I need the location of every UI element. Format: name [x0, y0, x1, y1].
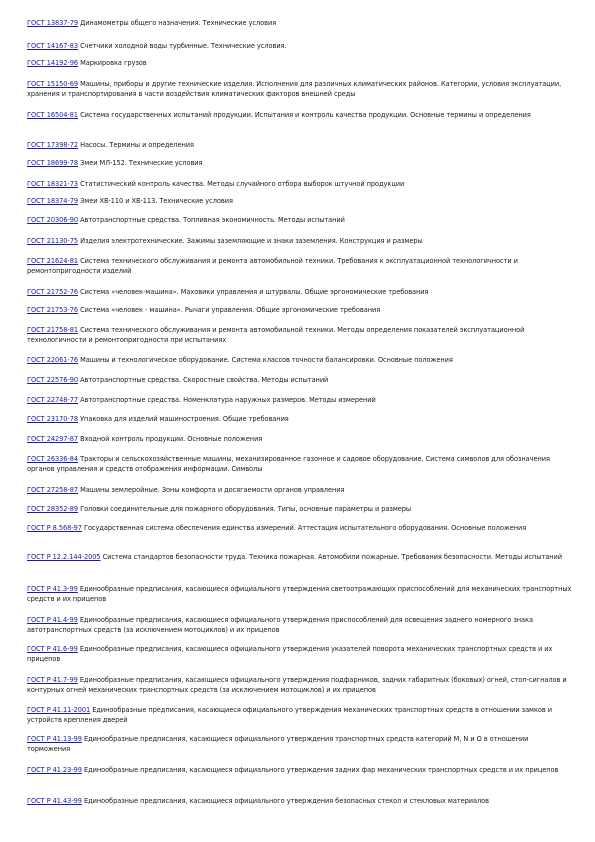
standard-link[interactable]: ГОСТ 27258-87: [27, 486, 79, 494]
standard-title: Машины землеройные. Зоны комфорта и досягаемости органов управления: [80, 486, 345, 494]
list-item: [27, 179, 572, 189]
list-item: [27, 705, 572, 725]
standard-link[interactable]: ГОСТ Р 41.4-99: [27, 616, 78, 624]
list-item: [27, 215, 572, 225]
list-item: [27, 454, 572, 474]
list-item: [27, 41, 572, 51]
standard-title: Змеи МЛ-152. Технические условия: [80, 159, 203, 167]
standard-link[interactable]: ГОСТ Р 41.11-2001: [27, 706, 91, 714]
standard-link[interactable]: ГОСТ Р 12.2.144-2005: [27, 553, 101, 561]
standard-title: Система государственных испытаний продукции. Испытания и контроль качества продукции. Основные термины и определения: [80, 111, 531, 119]
list-item: [27, 523, 572, 533]
standard-link[interactable]: ГОСТ Р 41.13-99: [27, 735, 82, 743]
standard-title: Входной контроль продукции. Основные положения: [80, 435, 263, 443]
list-item: [27, 644, 572, 664]
standard-title: Автотранспортные средства. Номенклатура наружных размеров. Методы измерений: [80, 396, 376, 404]
standard-title: Змеи ХВ-110 и ХВ-113. Технические условия: [80, 197, 233, 205]
standard-title: Система «человек-машина». Маховики управления и штурвалы. Общие эргономические требования: [80, 288, 429, 296]
standard-link[interactable]: ГОСТ 18699-78: [27, 159, 79, 167]
list-item: [27, 584, 572, 604]
standard-title: Насосы. Термины и определения: [80, 141, 194, 149]
standard-link[interactable]: ГОСТ Р 41.43-99: [27, 797, 82, 805]
list-item: [27, 236, 572, 246]
standard-link[interactable]: ГОСТ 17398-72: [27, 141, 79, 149]
standard-title: Единообразные предписания, касающиеся официального утверждения подфарников, задних габаритных (боковых) огней, стоп-сигналов и контурных огней механических транспортных средств (за исключением мотоциклов) и их прицепов: [27, 676, 567, 694]
standard-title: Счетчики холодной воды турбинные. Технические условия.: [80, 42, 287, 50]
list-item: [27, 796, 572, 806]
list-item: [27, 485, 572, 495]
standard-title: Тракторы и сельскохозяйственные машины, механизированное газонное и садовое оборудование. Система символов для обозначения органов управления и средств отображения информации. Символы: [27, 455, 550, 473]
standard-title: Единообразные предписания, касающиеся официального утверждения задних фар механических транспортных средств и их прицепов: [83, 766, 559, 774]
standard-title: Головки соединительные для пожарного оборудования. Типы, основные параметры и размеры: [80, 505, 412, 513]
list-item: [27, 355, 572, 365]
standard-title: Единообразные предписания, касающиеся официального утверждения указателей поворота механических транспортных средств и их прицепов: [27, 645, 553, 663]
standard-title: Упаковка для изделий машиностроения. Общие требования: [80, 415, 289, 423]
list-item: [27, 325, 572, 345]
standard-link[interactable]: ГОСТ 21130-75: [27, 237, 79, 245]
standard-title: Государственная система обеспечения единства измерений. Аттестация испытательного оборудования. Основные положения: [83, 524, 527, 532]
standard-link[interactable]: ГОСТ Р 41.23-99: [27, 766, 82, 774]
standard-link[interactable]: ГОСТ 28352-89: [27, 505, 79, 513]
standard-title: Система технического обслуживания и ремонта автомобильной техники. Требования к эксплуатационной технологичности и ремонтопригодности изделий: [27, 257, 518, 275]
list-item: [27, 287, 572, 297]
standard-link[interactable]: ГОСТ Р 41.7-99: [27, 676, 78, 684]
list-item: [27, 58, 572, 68]
standard-link[interactable]: ГОСТ 23170-78: [27, 415, 79, 423]
standard-link[interactable]: ГОСТ 21758-81: [27, 326, 79, 334]
standard-title: Единообразные предписания, касающиеся официального утверждения транспортных средств категорий М, N и О в отношении торможения: [27, 735, 529, 753]
standard-title: Единообразные предписания, касающиеся официального утверждения приспособлений для освещения заднего номерного знака автотранспортных средств (за исключением мотоциклов) и их прицепов: [27, 616, 533, 634]
standard-link[interactable]: ГОСТ 24297-87: [27, 435, 79, 443]
standard-title: Автотранспортные средства. Скоростные свойства. Методы испытаний: [80, 376, 329, 384]
standard-link[interactable]: ГОСТ 14192-96: [27, 59, 79, 67]
standard-link[interactable]: ГОСТ 14167-83: [27, 42, 79, 50]
standard-link[interactable]: ГОСТ 18321-73: [27, 180, 79, 188]
list-item: [27, 256, 572, 276]
standard-title: Система стандартов безопасности труда. Техника пожарная. Автомобили пожарные. Требования безопасности. Методы испытаний: [102, 553, 562, 561]
list-item: [27, 414, 572, 424]
standard-link[interactable]: ГОСТ 20306-90: [27, 216, 79, 224]
list-item: [27, 615, 572, 635]
standard-title: Система технического обслуживания и ремонта автомобильной техники. Методы определения показателей эксплуатационной технологичности и ремонтопригодности при испытаниях: [27, 326, 525, 344]
standard-link[interactable]: ГОСТ 18374-79: [27, 197, 79, 205]
standard-title: Статистический контроль качества. Методы случайного отбора выборок штучной продукции: [80, 180, 405, 188]
list-item: [27, 395, 572, 405]
list-item: [27, 675, 572, 695]
standard-link[interactable]: ГОСТ 13837-79: [27, 19, 79, 27]
list-item: [27, 140, 572, 150]
standard-link[interactable]: ГОСТ 16504-81: [27, 111, 79, 119]
standard-title: Машины и технологическое оборудование. Система классов точности балансировки. Основные положения: [80, 356, 453, 364]
standard-link[interactable]: ГОСТ Р 8.568-97: [27, 524, 82, 532]
list-item: [27, 504, 572, 514]
list-item: [27, 158, 572, 168]
standard-title: Маркировка грузов: [80, 59, 147, 67]
list-item: [27, 305, 572, 315]
standard-title: Машины, приборы и другие технические изделия. Исполнения для различных климатических районов. Категории, условия эксплуатации, хранения и транспортирования в части воздействия климатических факторов внешней среды: [27, 80, 562, 98]
list-item: [27, 434, 572, 444]
list-item: [27, 765, 572, 775]
standard-title: Единообразные предписания, касающиеся официального утверждения безопасных стекол и стекловых материалов: [83, 797, 489, 805]
standard-link[interactable]: ГОСТ Р 41.6-99: [27, 645, 78, 653]
list-item: [27, 18, 572, 28]
list-item: [27, 110, 572, 120]
list-item: [27, 79, 572, 99]
list-item: [27, 552, 572, 562]
list-item: [27, 734, 572, 754]
standard-title: Система «человек - машина». Рычаги управления. Общие эргономические требования: [80, 306, 381, 314]
standard-link[interactable]: ГОСТ Р 41.3-99: [27, 585, 78, 593]
standard-link[interactable]: ГОСТ 22748-77: [27, 396, 79, 404]
standard-title: Единообразные предписания, касающиеся официального утверждения светоотражающих приспособлений для механических транспортных средств и их прицепов: [27, 585, 572, 603]
standard-link[interactable]: ГОСТ 22576-90: [27, 376, 79, 384]
standard-title: Изделия электротехнические. Зажимы заземляющие и знаки заземления. Конструкция и размеры: [80, 237, 423, 245]
standard-link[interactable]: ГОСТ 21753-76: [27, 306, 79, 314]
standard-title: Единообразные предписания, касающиеся официального утверждения механических транспортных средств в отношении замков и устройств крепления дверей: [27, 706, 553, 724]
list-item: [27, 196, 572, 206]
standard-link[interactable]: ГОСТ 26336-84: [27, 455, 79, 463]
standard-title: Автотранспортные средства. Топливная экономичность. Методы испытаний: [80, 216, 345, 224]
standard-link[interactable]: ГОСТ 15150-69: [27, 80, 79, 88]
standard-link[interactable]: ГОСТ 21752-76: [27, 288, 79, 296]
standard-link[interactable]: ГОСТ 21624-81: [27, 257, 79, 265]
standard-title: Динамометры общего назначения. Технические условия: [80, 19, 277, 27]
list-item: [27, 375, 572, 385]
standard-link[interactable]: ГОСТ 22061-76: [27, 356, 79, 364]
